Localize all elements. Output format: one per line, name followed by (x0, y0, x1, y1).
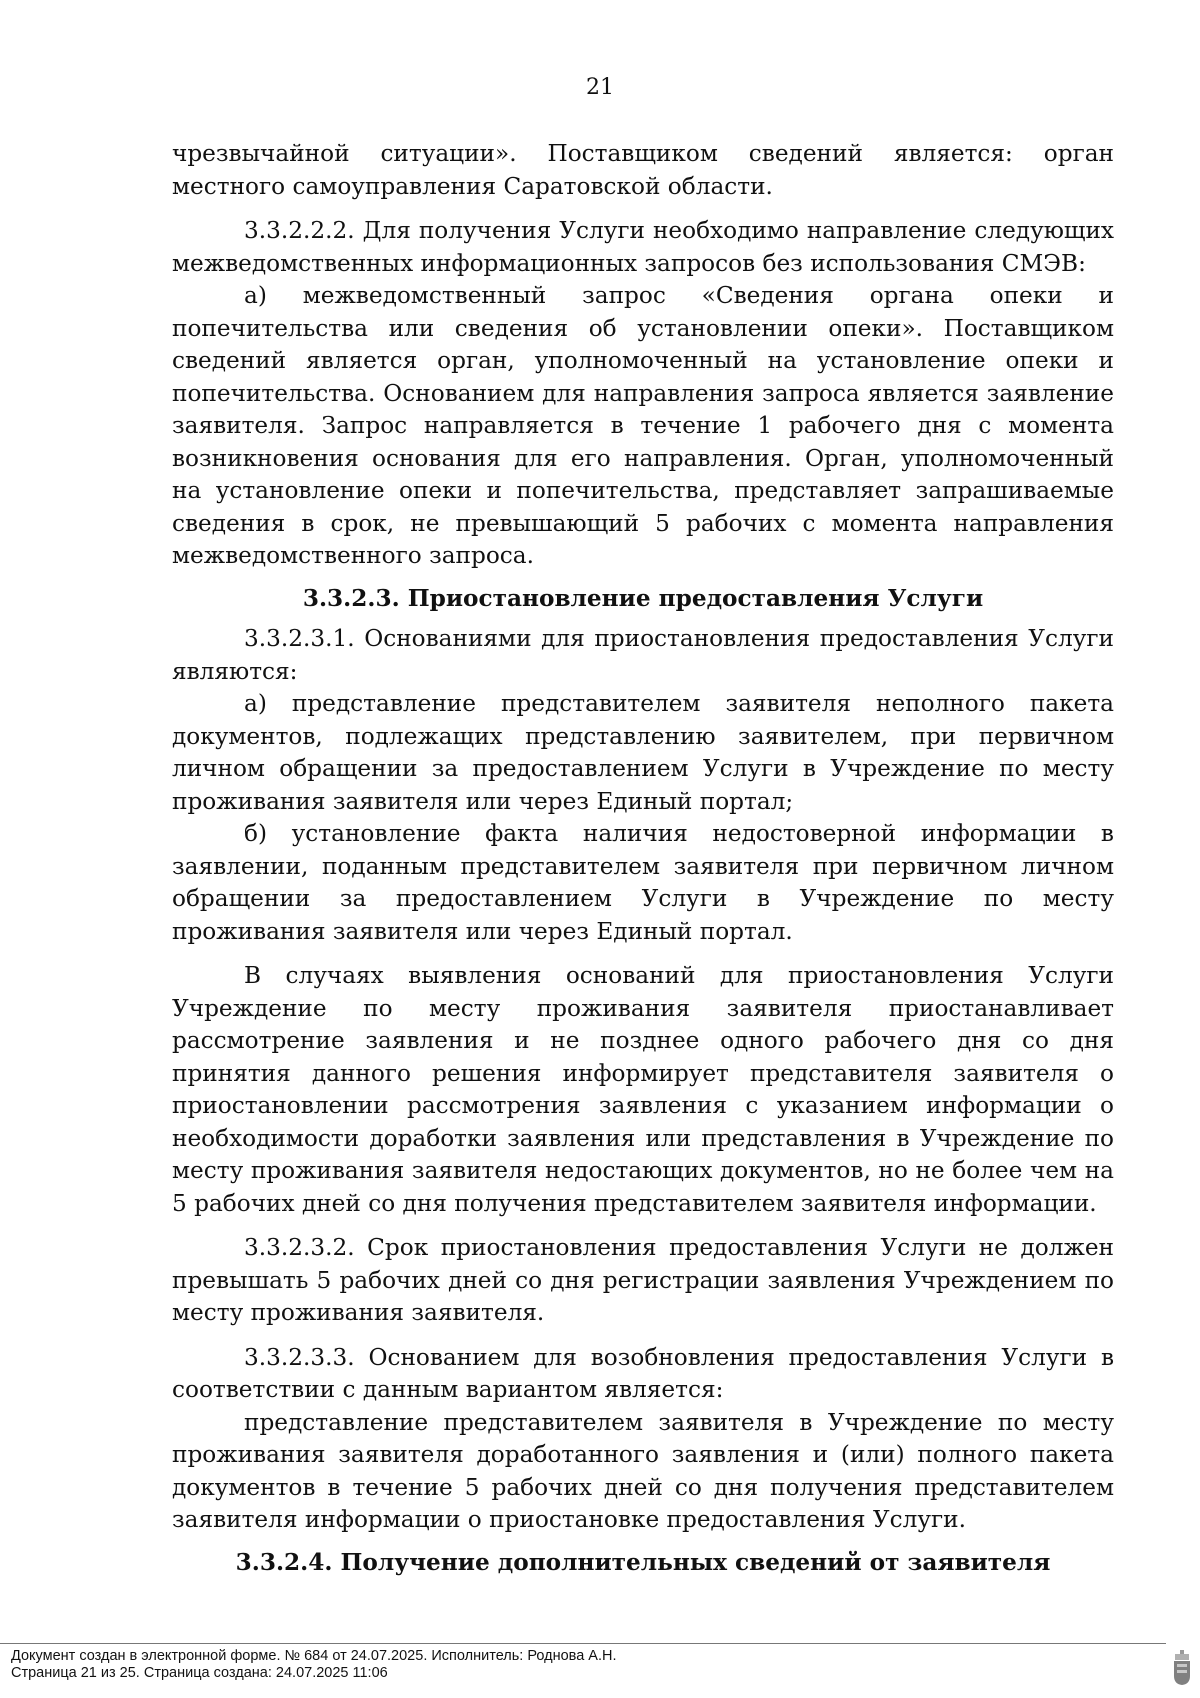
paragraph-resumption-basis: представление представителем заявителя в Учреждение по месту проживания заявителя доработанного заявления и (или) полного пакета документов в течение 5 рабочих дней со дня получения представителем заявителя информации о приостановке предоставления Услуги. (172, 1408, 1114, 1533)
paragraph-3-3-2-3-3: 3.3.2.3.3. Основанием для возобновления предоставления Услуги в соответствии с данным вариантом является: (172, 1343, 1114, 1403)
paragraph-3-3-2-3-2: 3.3.2.3.2. Срок приостановления предоставления Услуги не должен превышать 5 рабочих дней со дня регистрации заявления Учреждением по месту проживания заявителя. (172, 1234, 1114, 1326)
paragraph-continuation: чрезвычайной ситуации». Поставщиком сведений является: орган местного самоуправления Саратовской области. (172, 140, 1114, 200)
footer-page-info: Страница 21 из 25. Страница создана: 24.07.2025 11:06 (11, 1665, 388, 1681)
section-heading-3-3-2-4: 3.3.2.4. Получение дополнительных сведений от заявителя (235, 1548, 1051, 1576)
coat-of-arms-icon (1172, 1650, 1192, 1686)
paragraph-item-b-suspension: б) установление факта наличия недостоверной информации в заявлении, поданным представителем заявителя при первичном личном обращении за предоставлением Услуги в Учреждение по месту проживания заявителя или через Единый портал. (172, 820, 1114, 945)
paragraph-suspension-cases: В случаях выявления оснований для приостановления Услуги Учреждение по месту проживания заявителя приостанавливает рассмотрение заявления и не позднее одного рабочего дня со дня принятия данного решения информирует представителя заявителя о приостановлении рассмотрения заявления с указанием информации о необходимости доработки заявления или представления в Учреждение по месту проживания заявителя недостающих документов, но не более чем на 5 рабочих дней со дня получения представителем заявителя информации. (172, 962, 1114, 1217)
paragraph-item-a-suspension: а) представление представителем заявителя неполного пакета документов, подлежащих представлению заявителем, при первичном личном обращении за предоставлением Услуги в Учреждение по месту проживания заявителя или через Единый портал; (172, 690, 1114, 815)
page-number: 21 (586, 75, 614, 100)
section-heading-3-3-2-3: 3.3.2.3. Приостановление предоставления Услуги (302, 584, 984, 612)
footer-document-info: Документ создан в электронной форме. № 684 от 24.07.2025. Исполнитель: Роднова А.Н. (11, 1648, 617, 1664)
paragraph-3-3-2-2-2: 3.3.2.2.2. Для получения Услуги необходимо направление следующих межведомственных информационных запросов без использования СМЭВ: (172, 217, 1114, 277)
paragraph-3-3-2-3-1: 3.3.2.3.1. Основаниями для приостановления предоставления Услуги являются: (172, 625, 1114, 685)
footer-divider (0, 1643, 1166, 1644)
document-footer (11, 1648, 617, 1682)
document-body (172, 138, 1114, 1587)
paragraph-item-a-request: а) межведомственный запрос «Сведения органа опеки и попечительства или сведения об установлении опеки». Поставщиком сведений является орган, уполномоченный на установление опеки и попечительства. Основанием для направления запроса является заявление заявителя. Запрос направляется в течение 1 рабочего дня с момента возникновения основания для его направления. Орган, уполномоченный на установление опеки и попечительства, представляет запрашиваемые сведения в срок, не превышающий 5 рабочих с момента направления межведомственного запроса. (172, 282, 1114, 569)
